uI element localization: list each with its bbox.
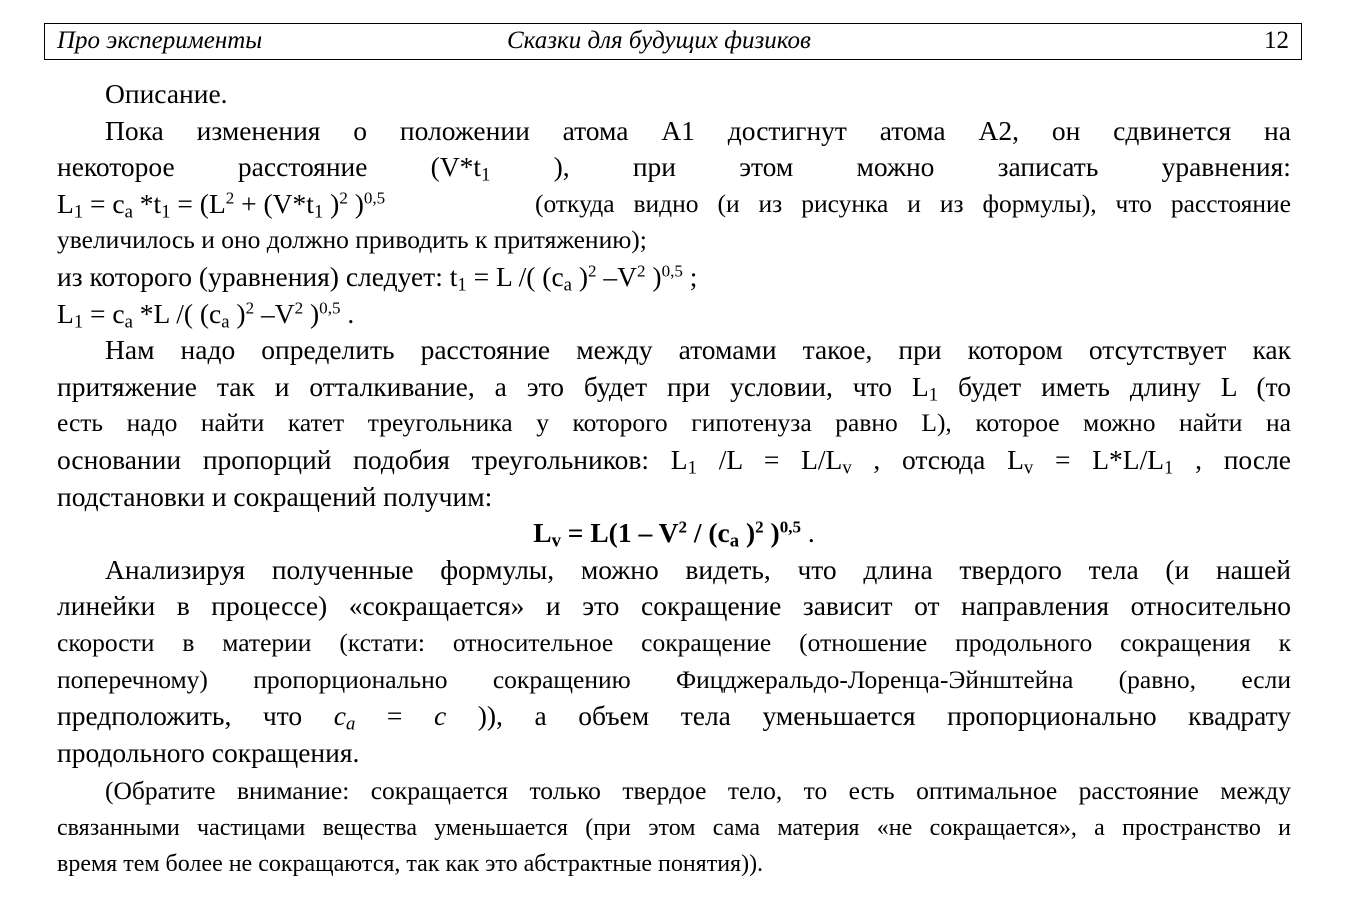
page-header xyxy=(44,23,1302,60)
text-line: основании пропорций подобия треугольников: $L_1$ $/L = L/L_v$ , отсюда $L_v = L*L/L_1$ , после xyxy=(57,443,1292,479)
text-line: поперечному) пропорционально сокращению Фицджеральдо-Лоренца-Эйнштейна (равно, если xyxy=(57,664,1291,694)
text-line: увеличилось и оно должно приводить к притяжению); xyxy=(57,225,647,255)
word: А2, xyxy=(978,114,1019,146)
text-line: предположить, что $c_a = c$ )), а объем тела уменьшается пропорционально квадрату xyxy=(57,700,1291,735)
word: атома xyxy=(562,114,629,146)
text-line xyxy=(57,113,1291,150)
word: изменения xyxy=(196,114,321,146)
formula-line: из которого (уравнения) следует: $t_1 = L$ /( ($c_a$ )$^2$ $-V^2$ )$^{0,5}$ ; xyxy=(57,260,698,296)
word: Пока xyxy=(105,114,164,146)
text-line: Описание. xyxy=(105,78,228,109)
text-line: притяжение так и отталкивание, а это будет при условии, что $L_1$ будет иметь длину L (то xyxy=(57,370,1291,406)
text-line: время тем более не сокращаются, так как это абстрактные понятия)). xyxy=(57,851,764,878)
text-line: связанными частицами вещества уменьшается (при этом сама материя «не сокращается», а пространство и xyxy=(57,814,1291,841)
header-page-number: 12 xyxy=(1264,27,1289,54)
text-line: некоторое расстояние ($V*t_1$ ), при этом можно записать уравнения: xyxy=(57,151,1291,186)
word: достигнут xyxy=(727,114,847,146)
word: о xyxy=(353,114,368,146)
page-body xyxy=(57,76,1291,883)
text-line: есть надо найти катет треугольника у которого гипотенуза равно L), которое можно найти на xyxy=(57,408,1291,438)
text-line: продольного сокращения. xyxy=(57,736,360,768)
word: положении xyxy=(399,114,530,146)
text-line: (Обратите внимание: сокращается только твердое тело, то есть оптимальное расстояние между xyxy=(105,776,1291,806)
formula-line: $L_1 = c_a$ *L /( ($c_a$ )$^2$ $-V^2$ )$^{0,5}$ . xyxy=(57,297,355,333)
header-book-title: Сказки для будущих физиков xyxy=(507,27,811,54)
text-line: подстановки и сокращений получим: xyxy=(57,480,493,512)
word: А1 xyxy=(661,114,695,146)
text-line: линейки в процессе) «сокращается» и это сокращение зависит от направления относительно xyxy=(57,590,1291,622)
main-formula: $L_v = L(1 - V^2 / (c_a$ )$^2$ )$^{0,5}$ . xyxy=(533,517,815,552)
text-line: Нам надо определить расстояние между атомами такое, при котором отсутствует как xyxy=(105,334,1291,366)
word: атома xyxy=(879,114,946,146)
word: он xyxy=(1051,114,1081,146)
word: на xyxy=(1264,114,1291,146)
word: сдвинется xyxy=(1113,114,1232,146)
formula-line: $L_1 = c_a$ $*t_1 = (L^2 + (V*t_1$ )$^2$ )$^{0,5}$ (откуда видно (и из рисунка и из формулы), что расстояние xyxy=(57,187,1291,223)
text-line: Анализируя полученные формулы, можно видеть, что длина твердого тела (и нашей xyxy=(105,553,1291,585)
header-section-title: Про эксперименты xyxy=(57,27,263,54)
text-line: скорости в материи (кстати: относительное сокращение (отношение продольного сокращения к xyxy=(57,627,1291,657)
